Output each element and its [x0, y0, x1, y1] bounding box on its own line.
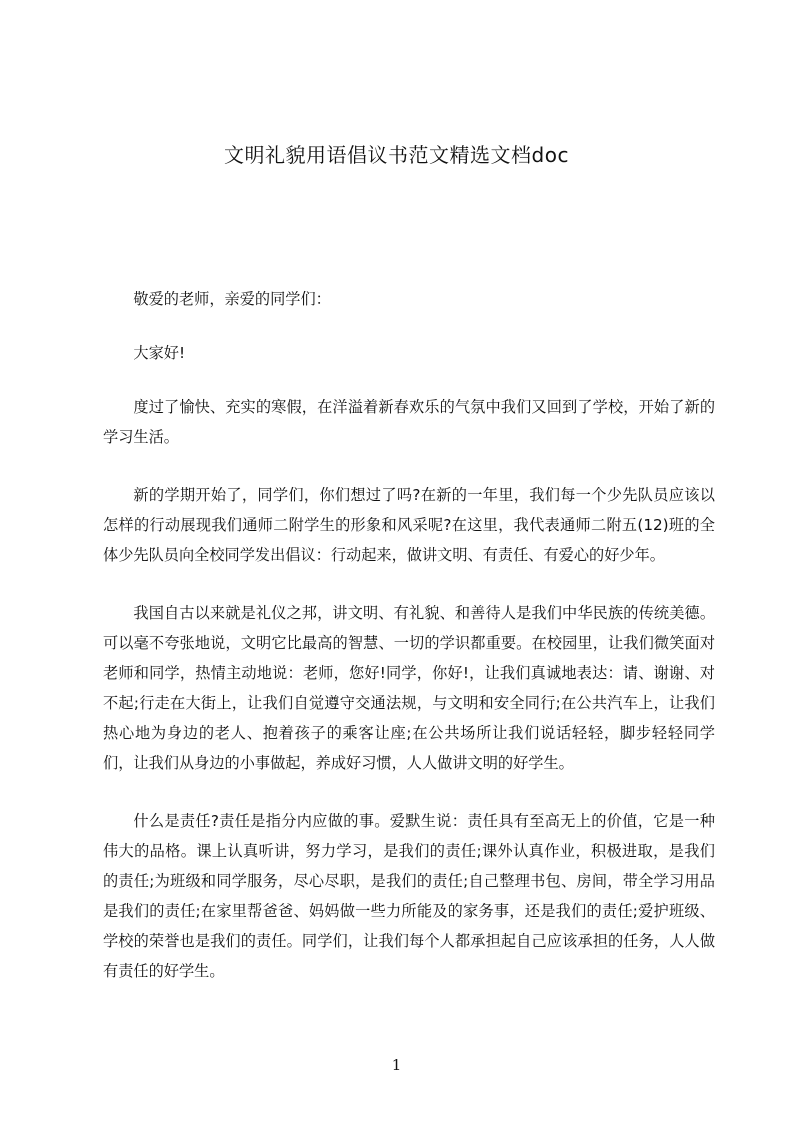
body-paragraph: 我国自古以来就是礼仪之邦，讲文明、有礼貌、和善待人是我们中华民族的传统美德。可以毫不夸张地说，文明它比最高的智慧、一切的学识都重要。在校园里，让我们微笑面对老师和同学，热情主动地说：老师，您好!同学，你好!，让我们真诚地表达：请、谢谢、对不起;行走在大街上，让我们自觉遵守交通法规，与文明和安全同行;在公共汽车上，让我们热心地为身边的老人、抱着孩子的乘客让座;在公共场所让我们说话轻轻，脚步轻轻同学们，让我们从身边的小事做起，养成好习惯，人人做讲文明的好学生。 — [103, 604, 715, 772]
page-number: 1 — [391, 1056, 402, 1074]
document-title: 文明礼貌用语倡议书范文精选文档doc — [224, 143, 569, 167]
document-body — [103, 284, 715, 1014]
body-paragraph: 度过了愉快、充实的寒假，在洋溢着新春欢乐的气氛中我们又回到了学校，开始了新的学习生活。 — [103, 398, 715, 446]
greeting-paragraph: 大家好! — [133, 344, 186, 362]
body-paragraph: 什么是责任?责任是指分内应做的事。爱默生说：责任具有至高无上的价值，它是一种伟大的品格。课上认真听讲，努力学习，是我们的责任;课外认真作业，积极进取，是我们的责任;为班级和同学服务，尽心尽职，是我们的责任;自己整理书包、房间，带全学习用品是我们的责任;在家里帮爸爸、妈妈做一些力所能及的家务事，还是我们的责任;爱护班级、学校的荣誉也是我们的责任。同学们，让我们每个人都承担起自己应该承担的任务，人人做有责任的好学生。 — [103, 812, 715, 980]
salutation-paragraph: 敬爱的老师，亲爱的同学们： — [133, 290, 331, 308]
body-paragraph: 新的学期开始了，同学们，你们想过了吗?在新的一年里，我们每一个少先队员应该以怎样的行动展现我们通师二附学生的形象和风采呢?在这里，我代表通师二附五(12)班的全体少先队员向全校同学发出倡议：行动起来，做讲文明、有责任、有爱心的好少年。 — [103, 486, 715, 564]
